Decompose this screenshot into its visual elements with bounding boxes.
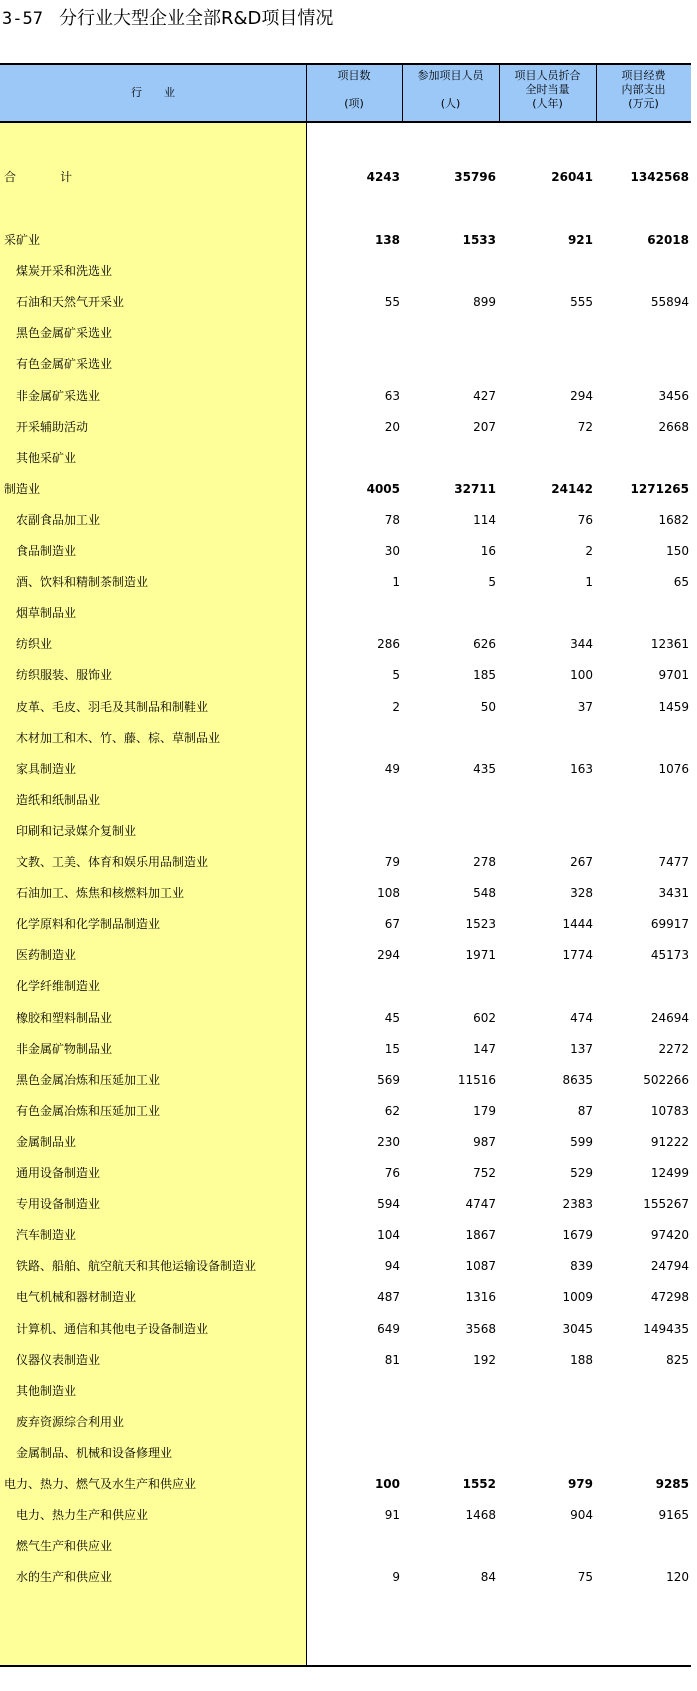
- industry-name: 酒、饮料和精制茶制造业: [16, 575, 149, 590]
- industry-name: 皮革、毛皮、羽毛及其制品和制鞋业: [16, 699, 209, 714]
- fte-value: 137: [570, 1041, 593, 1056]
- fte-value: 1774: [562, 948, 593, 963]
- table-row: [0, 1344, 691, 1376]
- projects-value: 30: [384, 544, 400, 558]
- industry-name: 计算机、通信和其他电子设备制造业: [16, 1321, 209, 1336]
- table-row: [0, 1530, 691, 1562]
- personnel-value: 147: [473, 1041, 496, 1056]
- fte-value: 328: [570, 886, 593, 901]
- table-row: [0, 1468, 691, 1500]
- personnel-value: 1971: [465, 948, 496, 963]
- table-bottom-rule: [0, 1665, 691, 1667]
- personnel-value: 3568: [465, 1321, 496, 1336]
- projects-value: 20: [384, 419, 400, 434]
- projects-value: 4243: [366, 170, 400, 184]
- table-header: [0, 63, 691, 123]
- industry-name: 其他制造业: [16, 1383, 77, 1398]
- table-row: [0, 504, 691, 536]
- table-row: [0, 815, 691, 847]
- expenditure-value: 149435: [643, 1321, 689, 1336]
- expenditure-value: 2272: [658, 1041, 689, 1056]
- personnel-value: 1523: [465, 917, 496, 932]
- expenditure-value: 24694: [650, 1010, 689, 1025]
- header-fte-unit: (人年): [532, 97, 563, 110]
- personnel-value: 1468: [465, 1508, 496, 1523]
- projects-value: 230: [377, 1134, 400, 1149]
- expenditure-value: 3431: [658, 886, 689, 901]
- table-row: [0, 1095, 691, 1127]
- table-row: [0, 1406, 691, 1438]
- industry-name: 非金属矿采选业: [16, 388, 101, 403]
- projects-value: 62: [384, 1103, 400, 1118]
- table-row: [0, 597, 691, 629]
- expenditure-value: 1076: [658, 761, 689, 776]
- personnel-value: 435: [473, 761, 496, 776]
- fte-value: 72: [577, 419, 593, 434]
- industry-name: 橡胶和塑料制品业: [16, 1010, 113, 1025]
- fte-value: 474: [570, 1010, 593, 1025]
- expenditure-value: 7477: [658, 855, 689, 869]
- projects-value: 55: [384, 295, 400, 310]
- industry-name: 电气机械和器材制造业: [16, 1290, 137, 1305]
- industry-name: 医药制造业: [16, 948, 77, 963]
- fte-value: 2383: [562, 1197, 593, 1212]
- expenditure-value: 12361: [650, 637, 689, 652]
- expenditure-value: 91222: [650, 1134, 689, 1149]
- table-row: [0, 380, 691, 412]
- expenditure-value: 65: [673, 575, 689, 590]
- expenditure-value: 155267: [643, 1197, 689, 1212]
- header-industry: [0, 65, 306, 121]
- projects-value: 67: [384, 917, 400, 932]
- fte-value: 76: [577, 512, 593, 527]
- table-number: 3-57: [2, 9, 43, 29]
- projects-value: 45: [384, 1010, 400, 1025]
- industry-name: 合 计: [4, 170, 89, 184]
- expenditure-value: 10783: [650, 1103, 689, 1118]
- header-expenditure-label-2: 内部支出: [621, 83, 666, 96]
- fte-value: 1009: [562, 1290, 593, 1305]
- industry-name: 有色金属冶炼和压延加工业: [16, 1103, 161, 1118]
- industry-name: 家具制造业: [16, 761, 77, 776]
- industry-name: 化学原料和化学制品制造业: [16, 917, 161, 932]
- personnel-value: 4747: [465, 1197, 496, 1212]
- industry-name: 文教、工美、体育和娱乐用品制造业: [16, 855, 209, 869]
- fte-value: 24142: [551, 481, 593, 496]
- projects-value: 104: [377, 1228, 400, 1243]
- fte-value: 1679: [562, 1228, 593, 1243]
- personnel-value: 192: [473, 1352, 496, 1367]
- personnel-value: 1867: [465, 1228, 496, 1243]
- industry-name: 水的生产和供应业: [16, 1570, 113, 1585]
- industry-name: 化学纤维制造业: [16, 979, 101, 994]
- industry-name: 金属制品、机械和设备修理业: [16, 1445, 173, 1460]
- expenditure-value: 1459: [658, 699, 689, 714]
- industry-name: 专用设备制造业: [16, 1197, 101, 1212]
- personnel-value: 278: [473, 855, 496, 869]
- personnel-value: 32711: [454, 481, 496, 496]
- table-row: [0, 224, 691, 256]
- fte-value: 344: [570, 637, 593, 652]
- expenditure-value: 69917: [650, 917, 689, 932]
- column-divider: [402, 63, 403, 121]
- fte-value: 3045: [562, 1321, 593, 1336]
- table-row: [0, 286, 691, 318]
- industry-name: 黑色金属冶炼和压延加工业: [16, 1072, 161, 1087]
- header-fte-label: 项目人员折合: [514, 69, 581, 82]
- industry-name: 制造业: [4, 481, 41, 496]
- industry-name: 煤炭开采和洗选业: [16, 264, 113, 279]
- table-row: [0, 970, 691, 1002]
- industry-name: 纺织业: [16, 637, 53, 652]
- fte-value: 87: [577, 1103, 593, 1118]
- personnel-value: 185: [473, 668, 496, 683]
- industry-name: 其他采矿业: [16, 450, 77, 465]
- personnel-value: 899: [473, 295, 496, 310]
- industry-name: 燃气生产和供应业: [16, 1539, 113, 1554]
- fte-value: 188: [570, 1352, 593, 1367]
- projects-value: 9: [392, 1570, 400, 1585]
- fte-value: 921: [567, 233, 593, 247]
- expenditure-value: 2668: [658, 419, 689, 434]
- projects-value: 649: [377, 1321, 400, 1336]
- projects-value: 91: [384, 1508, 400, 1523]
- personnel-value: 427: [473, 388, 496, 403]
- expenditure-value: 97420: [650, 1228, 689, 1243]
- industry-name: 石油和天然气开采业: [16, 295, 125, 310]
- data-table: [0, 63, 691, 1667]
- projects-value: 487: [377, 1290, 400, 1305]
- projects-value: 94: [384, 1259, 400, 1274]
- industry-name: 石油加工、炼焦和核燃料加工业: [16, 886, 185, 901]
- header-industry-label: 行 业: [131, 86, 175, 99]
- table-row: [0, 908, 691, 940]
- header-projects: [306, 65, 402, 121]
- expenditure-value: 45173: [650, 948, 689, 963]
- fte-value: 75: [577, 1570, 593, 1585]
- table-row: [0, 161, 691, 193]
- expenditure-value: 55894: [650, 295, 689, 310]
- personnel-value: 5: [488, 575, 496, 590]
- fte-value: 529: [570, 1166, 593, 1180]
- table-row: [0, 317, 691, 349]
- table-row: [0, 255, 691, 287]
- expenditure-value: 120: [666, 1570, 689, 1585]
- projects-value: 108: [377, 886, 400, 901]
- industry-name: 金属制品业: [16, 1134, 77, 1149]
- personnel-value: 987: [473, 1134, 496, 1149]
- fte-value: 599: [570, 1134, 593, 1149]
- projects-value: 76: [384, 1166, 400, 1180]
- industry-name: 电力、热力生产和供应业: [16, 1508, 149, 1523]
- personnel-value: 1552: [462, 1477, 496, 1491]
- industry-name: 电力、热力、燃气及水生产和供应业: [4, 1477, 197, 1491]
- personnel-value: 35796: [454, 170, 496, 184]
- table-row: [0, 784, 691, 816]
- expenditure-value: 12499: [650, 1166, 689, 1180]
- header-expenditure: [596, 65, 691, 121]
- header-projects-unit: (项): [344, 97, 364, 110]
- table-row: [0, 1188, 691, 1220]
- personnel-value: 16: [480, 544, 496, 558]
- industry-name: 有色金属矿采选业: [16, 357, 113, 372]
- projects-value: 5: [392, 668, 400, 683]
- industry-name: 废弃资源综合利用业: [16, 1414, 125, 1429]
- table-row: [0, 659, 691, 691]
- expenditure-value: 47298: [650, 1290, 689, 1305]
- header-personnel-label: 参加项目人员: [417, 69, 484, 82]
- projects-value: 569: [377, 1072, 400, 1087]
- table-row: [0, 473, 691, 505]
- table-title-text: 分行业大型企业全部R&D项目情况: [58, 8, 334, 29]
- table-row: [0, 535, 691, 567]
- table-row: [0, 1561, 691, 1593]
- personnel-value: 548: [473, 886, 496, 901]
- expenditure-value: 502266: [643, 1072, 689, 1087]
- expenditure-value: 1682: [658, 512, 689, 527]
- industry-name: 采矿业: [4, 233, 41, 247]
- industry-name: 木材加工和木、竹、藤、棕、草制品业: [16, 730, 221, 745]
- table-row: [0, 442, 691, 474]
- table-row: [0, 1033, 691, 1065]
- expenditure-value: 1271265: [630, 481, 689, 496]
- fte-value: 26041: [551, 170, 593, 184]
- projects-value: 594: [377, 1197, 400, 1212]
- fte-value: 163: [570, 761, 593, 776]
- personnel-value: 114: [473, 512, 496, 527]
- table-row: [0, 1313, 691, 1345]
- column-divider: [499, 63, 500, 121]
- table-row: [0, 628, 691, 660]
- personnel-value: 602: [473, 1010, 496, 1025]
- personnel-value: 752: [473, 1166, 496, 1180]
- projects-value: 1: [392, 575, 400, 590]
- projects-value: 100: [374, 1477, 400, 1491]
- expenditure-value: 150: [666, 544, 689, 558]
- table-row: [0, 1126, 691, 1158]
- column-divider: [596, 63, 597, 121]
- industry-name: 造纸和纸制品业: [16, 792, 101, 807]
- table-row: [0, 1250, 691, 1282]
- personnel-value: 179: [473, 1103, 496, 1118]
- fte-value: 2: [585, 544, 593, 558]
- personnel-value: 1087: [465, 1259, 496, 1274]
- table-row: [0, 566, 691, 598]
- personnel-value: 50: [480, 699, 496, 714]
- header-expenditure-unit: (万元): [628, 97, 659, 110]
- table-title: [2, 6, 333, 32]
- header-personnel-unit: (人): [440, 97, 461, 110]
- industry-name: 非金属矿物制品业: [16, 1041, 113, 1056]
- table-row: [0, 411, 691, 443]
- fte-value: 1444: [562, 917, 593, 932]
- table-row: [0, 877, 691, 909]
- fte-value: 267: [570, 855, 593, 869]
- personnel-value: 1316: [465, 1290, 496, 1305]
- header-expenditure-label: 项目经费: [621, 69, 666, 82]
- fte-value: 37: [577, 699, 593, 714]
- expenditure-value: 1342568: [630, 170, 689, 184]
- personnel-value: 207: [473, 419, 496, 434]
- table-row: [0, 1002, 691, 1034]
- projects-value: 81: [384, 1352, 400, 1367]
- projects-value: 15: [384, 1041, 400, 1056]
- table-row: [0, 722, 691, 754]
- table-row: [0, 1157, 691, 1189]
- table-row: [0, 348, 691, 380]
- industry-name: 仪器仪表制造业: [16, 1352, 101, 1367]
- industry-name: 农副食品加工业: [16, 512, 101, 527]
- table-row: [0, 1499, 691, 1531]
- projects-value: 286: [377, 637, 400, 652]
- personnel-value: 626: [473, 637, 496, 652]
- header-fte-label-2: 全时当量: [525, 83, 570, 96]
- industry-name: 食品制造业: [16, 544, 77, 558]
- industry-name: 黑色金属矿采选业: [16, 326, 113, 341]
- industry-name: 铁路、船舶、航空航天和其他运输设备制造业: [16, 1259, 257, 1274]
- table-row: [0, 1064, 691, 1096]
- industry-name: 印刷和记录媒介复制业: [16, 823, 137, 838]
- table-row: [0, 846, 691, 878]
- expenditure-value: 9701: [658, 668, 689, 683]
- fte-value: 8635: [562, 1072, 593, 1087]
- header-projects-label: 项目数: [337, 69, 371, 82]
- projects-value: 78: [384, 512, 400, 527]
- projects-value: 79: [384, 855, 400, 869]
- table-row: [0, 753, 691, 785]
- expenditure-value: 3456: [658, 388, 689, 403]
- fte-value: 100: [570, 668, 593, 683]
- header-fte: [499, 65, 596, 121]
- fte-value: 1: [585, 575, 593, 590]
- personnel-value: 84: [480, 1570, 496, 1585]
- expenditure-value: 825: [666, 1352, 689, 1367]
- table-row: [0, 1437, 691, 1469]
- projects-value: 138: [374, 233, 400, 247]
- industry-name: 通用设备制造业: [16, 1166, 101, 1180]
- fte-value: 904: [570, 1508, 593, 1523]
- table-row: [0, 1281, 691, 1313]
- header-personnel: [402, 65, 499, 121]
- industry-name: 汽车制造业: [16, 1228, 77, 1243]
- industry-name: 纺织服装、服饰业: [16, 668, 113, 683]
- fte-value: 294: [570, 388, 593, 403]
- personnel-value: 1533: [462, 233, 496, 247]
- industry-name: 开采辅助活动: [16, 419, 89, 434]
- table-row: [0, 1375, 691, 1407]
- expenditure-value: 62018: [647, 233, 689, 247]
- expenditure-value: 9285: [655, 1477, 689, 1491]
- projects-value: 294: [377, 948, 400, 963]
- projects-value: 2: [392, 699, 400, 714]
- fte-value: 555: [570, 295, 593, 310]
- expenditure-value: 9165: [658, 1508, 689, 1523]
- table-row: [0, 1219, 691, 1251]
- projects-value: 63: [384, 388, 400, 403]
- fte-value: 839: [570, 1259, 593, 1274]
- table-row: [0, 939, 691, 971]
- projects-value: 49: [384, 761, 400, 776]
- fte-value: 979: [567, 1477, 593, 1491]
- expenditure-value: 24794: [650, 1259, 689, 1274]
- industry-name: 烟草制品业: [16, 606, 77, 621]
- projects-value: 4005: [366, 481, 400, 496]
- personnel-value: 11516: [457, 1072, 496, 1087]
- table-row: [0, 691, 691, 723]
